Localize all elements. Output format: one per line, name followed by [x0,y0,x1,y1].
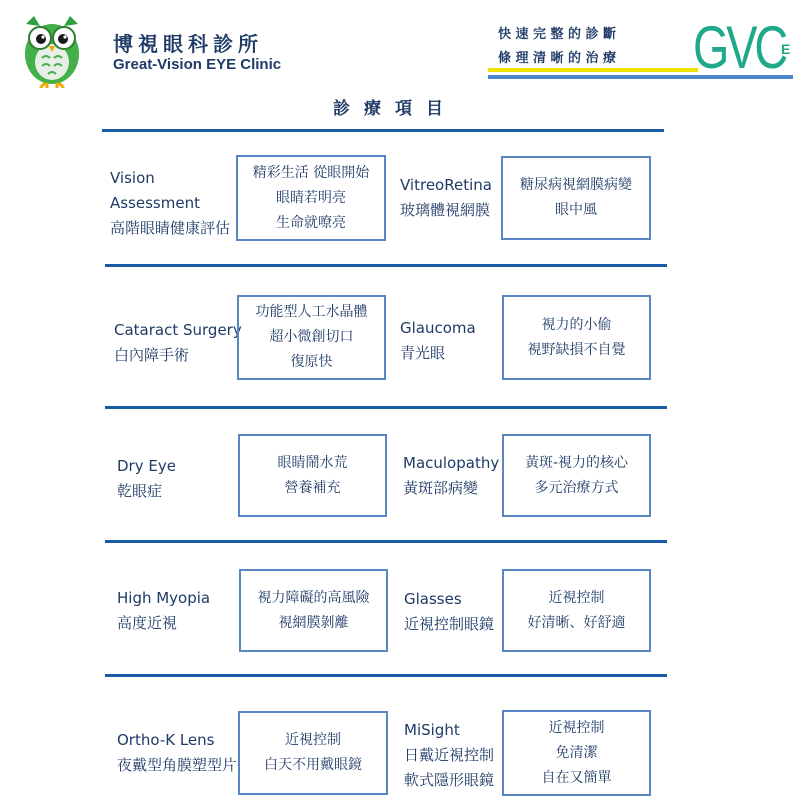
service-label-misight: MiSight 日戴近視控制 軟式隱形眼鏡 [404,721,495,789]
gvc-logo-text: GVC [693,14,788,76]
section-title: 診療項目 [333,99,457,119]
service-desc-glaucoma: 視力的小偷 視野缺損不自覺 [502,295,651,380]
divider-2 [105,406,667,409]
service-label-dry-eye: Dry Eye 乾眼症 [117,457,176,500]
service-label-vision-assessment: Vision Assessment 高階眼睛健康評估 [110,169,231,237]
service-label-ortho-k-lens: Ortho-K Lens 夜戴型角膜塑型片 [117,731,238,774]
divider-0 [102,129,664,132]
service-label-cataract-surgery: Cataract Surgery 白內障手術 [114,321,242,364]
slogan-line-2: 條理清晰的治療 [498,51,621,66]
owl-logo-icon [20,14,84,88]
gvc-logo-small: E [781,41,791,57]
service-label-high-myopia: High Myopia 高度近視 [117,589,211,632]
service-desc-misight: 近視控制 免清潔 自在又簡單 [502,710,651,796]
gvc-logo [693,10,793,76]
service-desc-vitreoretina: 糖尿病視網膜病變 眼中風 [501,156,651,240]
divider-1 [105,264,667,267]
service-label-maculopathy: Maculopathy 黃斑部病變 [403,454,500,497]
service-desc-cataract-surgery: 功能型人工水晶體 超小微創切口 復原快 [237,295,386,380]
service-desc-high-myopia: 視力障礙的高風險 視網膜剝離 [239,569,388,652]
service-desc-ortho-k-lens: 近視控制 白天不用戴眼鏡 [238,711,388,795]
divider-3 [105,540,667,543]
slogan-line-1: 快速完整的診斷 [498,27,621,42]
service-label-glasses: Glasses 近視控制眼鏡 [404,590,495,633]
service-desc-vision-assessment: 精彩生活 從眼開始 眼睛若明亮 生命就嘹亮 [236,155,386,241]
service-desc-glasses: 近視控制 好清晰、好舒適 [502,569,651,652]
clinic-name-en: Great-Vision EYE Clinic [113,56,282,73]
clinic-name-zh: 博視眼科診所 [113,32,263,56]
service-label-vitreoretina: VitreoRetina 玻璃體視網膜 [400,176,492,219]
service-label-glaucoma: Glaucoma 青光眼 [400,319,476,362]
service-desc-dry-eye: 眼睛鬧水荒 營養補充 [238,434,387,517]
divider-4 [105,674,667,677]
service-desc-maculopathy: 黃斑-視力的核心 多元治療方式 [502,434,651,517]
accent-bar-yellow [488,68,698,72]
